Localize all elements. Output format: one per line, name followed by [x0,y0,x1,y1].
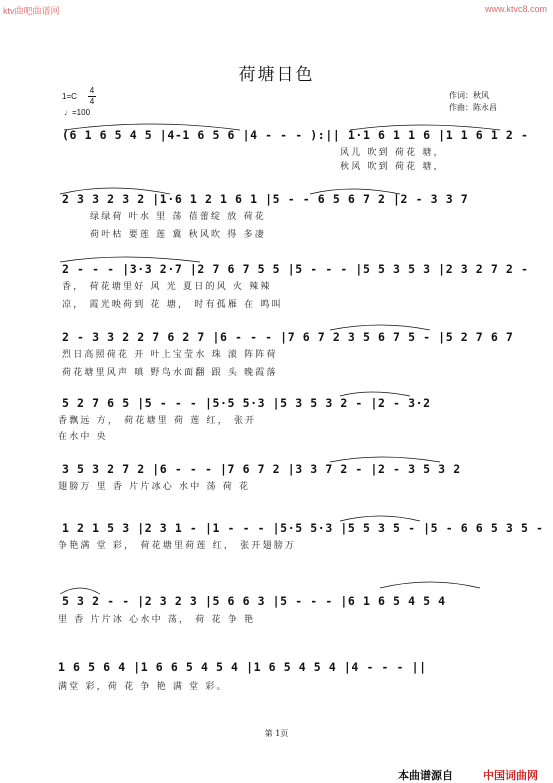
lyric-verse-1: 争艳满 堂 彩， 荷花塘里荷莲 红， 张开翅膀万 [58,541,297,551]
lyric-verse-1: 烈日高照荷花 开 叶上宝莹水 珠 滚 阵阵荷 [62,350,278,360]
key-signature: 1=C [62,92,77,101]
lyric-verse-1: 翅膀万 里 香 片片冰心 水中 荡 荷 花 [58,482,251,492]
time-signature [88,86,96,107]
notation-line: 1 6 5 6 4 |1 6 6 5 4 5 4 |1 6 5 4 5 4 |4 - - - || [58,660,427,674]
lyricist-credit: 作词：秋风 [449,91,489,100]
notation-line: 5 2 7 6 5 |5 - - - |5·5 5·3 |5 3 5 3 2 - |2 - 3·2 [62,396,431,410]
lyric-verse-1: 风儿 吹到 荷花 塘， [340,148,445,158]
watermark-left: ktv曲吧曲谱网 [3,6,60,16]
lyric-verse-2: 在水中 央 [58,432,108,442]
lyric-verse-1: 香飘远 方， 荷花塘里 荷 莲 红， 张开 [58,416,257,426]
time-signature-bottom: 4 [89,97,95,106]
tempo-marking: ♩=100 [64,108,91,117]
notation-line: 1 2 1 5 3 |2 3 1 - |1 - - - |5·5 5·3 |5 5 3 5 - |5 - 6 6 5 3 5 - [62,521,544,535]
notation-line: 5 3 2 - - |2 3 2 3 |5 6 6 3 |5 - - - |6 1 6 5 4 5 4 [62,594,446,608]
notation-line: 3 5 3 2 7 2 |6 - - - |7 6 7 2 |3 3 7 2 - |2 - 3 5 3 2 [62,462,461,476]
lyric-verse-2: 凉， 霞光映荷到 花 塘， 时有孤雁 在 鸣叫 [62,300,283,310]
source-brand-label: 本曲谱源自 [398,769,453,782]
page-number: 第 1页 [264,729,289,738]
lyric-verse-1: 里 香 片片冰 心水中 荡， 荷 花 争 艳 [58,615,256,625]
notation-line: 2 - 3 3 2 2 7 6 2 7 |6 - - - |7 6 7 2 3 5 6 7 5 - |5 2 7 6 7 [62,330,514,344]
lyric-verse-1: 香， 荷花塘里好 风 光 夏日的风 火 辣辣 [62,282,272,292]
source-brand-name: 中国词曲网 [483,769,538,782]
score-title: 荷塘日色 [238,65,315,85]
notation-line: 2 - - - |3·3 2·7 |2 7 6 7 5 5 |5 - - - |5 5 3 5 3 |2 3 2 7 2 - [62,262,529,276]
lyric-verse-1: 满堂 彩，荷 花 争 艳 满 堂 彩。 [58,682,228,692]
notation-line: 2 3 3 2 3 2 |1·6 1 2 1 6 1 |5 - - 6 5 6 7 2 |2 - 3 3 7 [62,192,469,206]
notation-line: (6 1 6 5 4 5 |4-1 6 5 6 |4 - - - ):|| 1·1 6 1 1 6 |1 1 6 1 2 - [62,128,529,142]
composer-credit: 作曲：陈永昌 [449,103,497,112]
time-signature-top: 4 [89,86,95,95]
lyric-verse-2: 荷花塘里风声 嗔 野鸟水面翻 跟 头 晚霞落 [62,368,278,378]
watermark-right: www.ktvc8.com [484,4,547,14]
lyric-verse-2: 荷叶枯 要莲 莲 冀 秋风吹 得 多凄 [90,230,266,240]
lyric-verse-2: 秋风 吹到 荷花 塘， [340,162,445,172]
lyric-verse-1: 绿绿荷 叶水 里 荡 蓓蕾绽 放 荷花 [90,212,266,222]
